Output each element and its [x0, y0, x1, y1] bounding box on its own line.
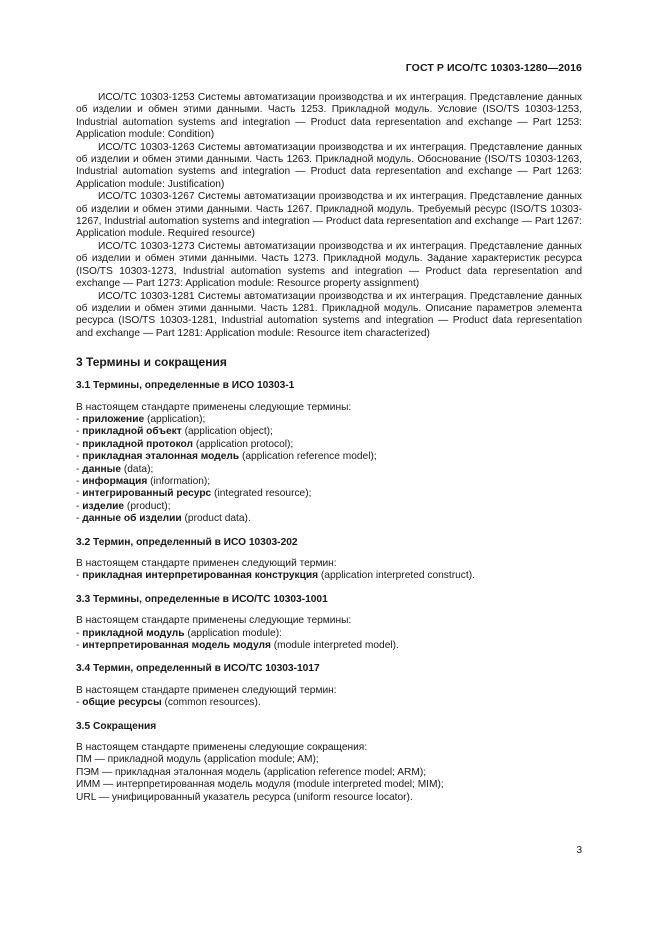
- term-english: (application module):: [184, 627, 282, 639]
- term-item: - прикладная эталонная модель (application reference model);: [76, 451, 377, 463]
- term-item: - интерпретированная модель модуля (module interpreted model).: [76, 640, 399, 652]
- term-name: прикладная эталонная модель: [82, 451, 240, 463]
- abbreviation-item: ПЭМ — прикладная эталонная модель (application reference model; ARM);: [76, 766, 427, 778]
- subsection-3-5-title: 3.5 Сокращения: [76, 720, 157, 732]
- term-english: (product data).: [181, 513, 251, 525]
- term-english: (product);: [124, 500, 171, 512]
- normative-reference-1273: ИСО/ТС 10303-1273 Системы автоматизации производства и их интеграция. Представление данных об изделии и обмен этими данными. Часть 1273. Прикладной модуль. Задание характеристик ресурса (ISO/TS 10303-1273, Industrial automation systems and integration — Product data representation and exchange — Part 1273: Application module: Resource property assignment): [76, 240, 582, 290]
- term-english: (application);: [144, 413, 206, 425]
- term-name: прикладной объект: [82, 426, 182, 438]
- term-item: - информация (information);: [76, 475, 211, 487]
- term-name: общие ресурсы: [82, 697, 162, 709]
- term-english: (data);: [121, 463, 154, 475]
- subsection-3-4-title: 3.4 Термин, определенный в ИСО/ТС 10303-1017: [76, 663, 320, 675]
- term-english: (application protocol);: [193, 438, 294, 450]
- term-item: - прикладной объект (application object);: [76, 426, 273, 438]
- normative-reference-1281: ИСО/ТС 10303-1281 Системы автоматизации производства и их интеграция. Представление данных об изделии и обмен этими данными. Часть 1281. Прикладной модуль. Описание параметров элемента ресурса (ISO/TS 10303-1281, Industrial automation systems and integration — Product data representation and exchange — Part 1281: Application module: Resource item characterized): [76, 290, 582, 339]
- subsection-3-4-intro: В настоящем стандарте применен следующий термин:: [76, 684, 337, 696]
- subsection-3-1-term-list: [76, 414, 582, 526]
- term-item: - прикладной модуль (application module):: [76, 627, 282, 639]
- subsection-3-3-term-list: [76, 628, 582, 653]
- term-name: прикладной модуль: [82, 627, 185, 639]
- term-english: (information);: [147, 475, 211, 487]
- term-english: (application reference model);: [239, 451, 377, 463]
- term-name: изделие: [82, 500, 125, 512]
- page-number: 3: [576, 845, 582, 856]
- term-name: прикладная интерпретированная конструкция: [82, 570, 319, 582]
- subsection-3-1-intro: В настоящем стандарте применены следующие термины:: [76, 401, 352, 413]
- term-item: - приложение (application);: [76, 413, 206, 425]
- subsection-3-5-intro: В настоящем стандарте применены следующие сокращения:: [76, 742, 368, 754]
- term-name: приложение: [82, 413, 145, 425]
- subsection-3-4-term-list: [76, 697, 582, 709]
- term-item: - изделие (product);: [76, 500, 171, 512]
- normative-reference-1253: ИСО/ТС 10303-1253 Системы автоматизации производства и их интеграция. Представление данных об изделии и обмен этими данными. Часть 1253. Прикладной модуль. Условие (ISO/TS 10303-1253, Industrial automation systems and integration — Product data representation and exchange — Part 1253: Application module: Condition): [76, 92, 582, 141]
- term-name: данные: [82, 463, 122, 475]
- abbreviation-item: ИММ — интерпретированная модель модуля (module interpreted model; MIM);: [76, 779, 444, 791]
- normative-reference-1267: ИСО/ТС 10303-1267 Системы автоматизации производства и их интеграция. Представление данных об изделии и обмен этими данными. Часть 1267. Прикладной модуль. Требуемый ресурс (ISO/TS 10303-1267, Industrial automation systems and integration — Product data representation and exchange — Part 1267: Application module. Required resource): [76, 191, 582, 240]
- term-item: - интегрированный ресурс (integrated resource);: [76, 488, 312, 500]
- term-english: (application interpreted construct).: [318, 570, 475, 582]
- term-name: интерпретированная модель модуля: [82, 640, 271, 652]
- term-english: (common resources).: [161, 697, 261, 709]
- term-name: интегрированный ресурс: [82, 488, 212, 500]
- term-name: данные об изделии: [82, 513, 182, 525]
- abbreviation-item: URL — унифицированный указатель ресурса (uniform resource locator).: [76, 791, 413, 803]
- section-3-title: 3 Термины и сокращения: [76, 355, 227, 370]
- page-body: [76, 92, 582, 804]
- subsection-3-3-intro: В настоящем стандарте применены следующие термины:: [76, 615, 352, 627]
- term-english: (module interpreted model).: [270, 640, 399, 652]
- term-item: - общие ресурсы (common resources).: [76, 697, 261, 709]
- subsection-3-3-title: 3.3 Термины, определенные в ИСО/ТС 10303-1001: [76, 593, 328, 605]
- term-item: - прикладной протокол (application protocol);: [76, 438, 294, 450]
- abbreviation-list: [76, 754, 582, 804]
- term-item: - данные (data);: [76, 463, 154, 475]
- subsection-3-2-intro: В настоящем стандарте применен следующий термин:: [76, 558, 337, 569]
- subsection-3-2-term-list: [76, 570, 582, 582]
- term-english: (integrated resource);: [211, 488, 312, 500]
- document-header-id: ГОСТ Р ИСО/ТС 10303-1280—2016: [405, 62, 582, 74]
- term-item: - данные об изделии (product data).: [76, 513, 251, 525]
- subsection-3-2-title: 3.2 Термин, определенный в ИСО 10303-202: [76, 536, 298, 548]
- subsection-3-1-title: 3.1 Термины, определенные в ИСО 10303-1: [76, 380, 295, 392]
- term-name: прикладной протокол: [82, 438, 193, 450]
- normative-reference-1263: ИСО/ТС 10303-1263 Системы автоматизации производства и их интеграция. Представление данных об изделии и обмен этими данными. Часть 1263. Прикладной модуль. Обоснование (ISO/TS 10303-1263, Industrial automation systems and integration — Product data representation and exchange — Part 1263: Application module: Justification): [76, 141, 582, 190]
- term-name: информация: [82, 475, 148, 487]
- term-english: (application object);: [181, 426, 273, 438]
- abbreviation-item: ПМ — прикладной модуль (application module; AM);: [76, 754, 319, 766]
- term-item: - прикладная интерпретированная конструкция (application interpreted construct).: [76, 570, 475, 582]
